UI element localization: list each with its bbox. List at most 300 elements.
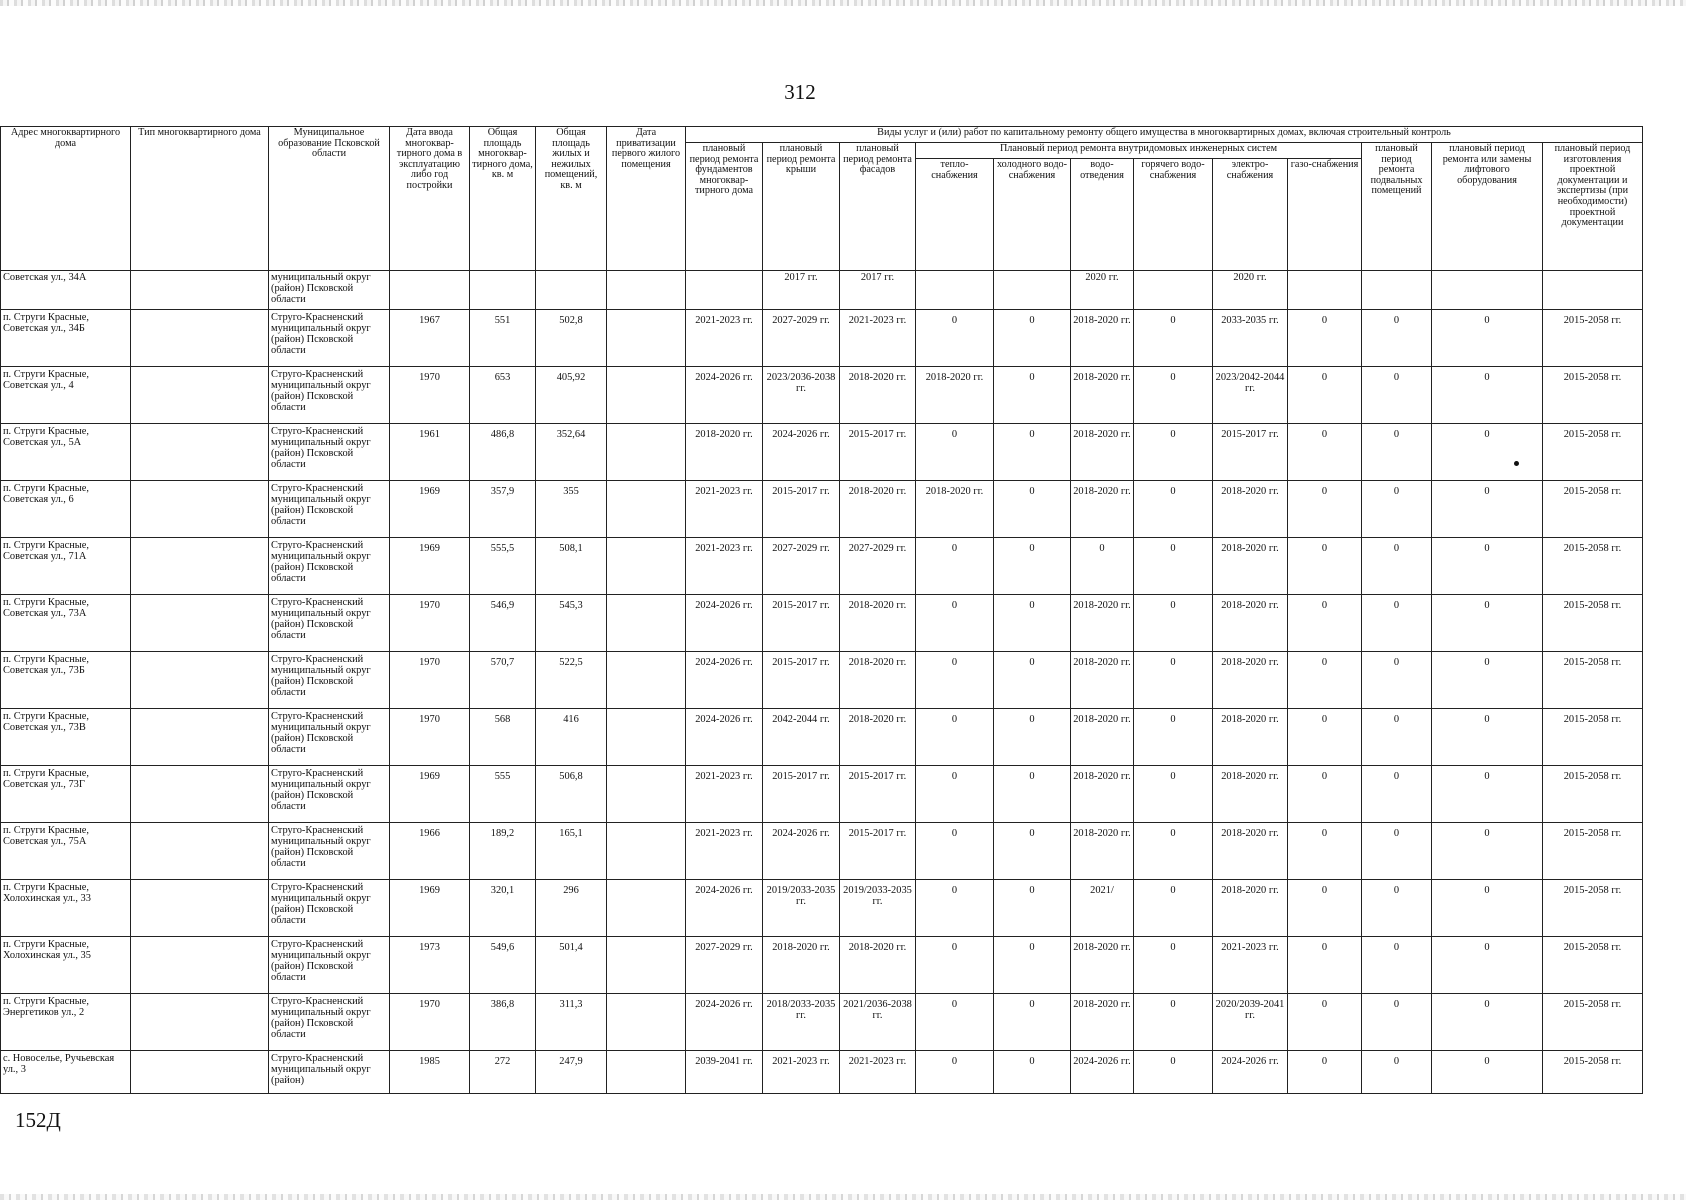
cell-facade: 2018-2020 гг. — [840, 709, 916, 766]
col-facade-header: плановый период ремонта фасадов — [840, 143, 916, 271]
cell-foundation: 2021-2023 гг. — [686, 481, 763, 538]
cell-cold-water: 0 — [994, 424, 1071, 481]
cell-electric: 2024-2026 гг. — [1213, 1051, 1288, 1094]
cell-roof: 2018-2020 гг. — [763, 937, 840, 994]
cell-design-docs: 2015-2058 гг. — [1543, 766, 1643, 823]
cell-design-docs: 2015-2058 гг. — [1543, 709, 1643, 766]
cell-electric: 2018-2020 гг. — [1213, 880, 1288, 937]
cell-gas: 0 — [1288, 937, 1362, 994]
cell-total-area: 546,9 — [470, 595, 536, 652]
cell-hot-water: 0 — [1134, 652, 1213, 709]
cell-hot-water: 0 — [1134, 595, 1213, 652]
col-hot-water-header: горячего водо-снабжения — [1134, 159, 1213, 271]
cell-year — [390, 271, 470, 310]
cell-total-area: 568 — [470, 709, 536, 766]
cell-privatization — [607, 367, 686, 424]
cell-heat: 0 — [916, 310, 994, 367]
cell-total-area: 486,8 — [470, 424, 536, 481]
cell-gas: 0 — [1288, 310, 1362, 367]
cell-roof: 2023/2036-2038 гг. — [763, 367, 840, 424]
cell-foundation: 2021-2023 гг. — [686, 310, 763, 367]
cell-house-type — [131, 271, 269, 310]
cell-municipality: Струго-Красненский муниципальный округ (район) Псковской области — [269, 595, 390, 652]
cell-gas: 0 — [1288, 538, 1362, 595]
cell-design-docs: 2015-2058 гг. — [1543, 595, 1643, 652]
cell-heat: 0 — [916, 994, 994, 1051]
cell-gas: 0 — [1288, 994, 1362, 1051]
cell-municipality: Струго-Красненский муниципальный округ (район) Псковской области — [269, 937, 390, 994]
cell-design-docs: 2015-2058 гг. — [1543, 1051, 1643, 1094]
col-foundation-header: плановый период ремонта фундаментов многоквар-тирного дома — [686, 143, 763, 271]
cell-elevator: 0 — [1432, 538, 1543, 595]
cell-privatization — [607, 1051, 686, 1094]
cell-gas: 0 — [1288, 709, 1362, 766]
col-living-area-header: Общая площадь жилых и нежилых помещений, кв. м — [536, 127, 607, 271]
cell-roof: 2042-2044 гг. — [763, 709, 840, 766]
cell-basement: 0 — [1362, 766, 1432, 823]
cell-heat: 0 — [916, 1051, 994, 1094]
cell-heat: 0 — [916, 652, 994, 709]
cell-total-area: 357,9 — [470, 481, 536, 538]
cell-roof: 2019/2033-2035 гг. — [763, 880, 840, 937]
cell-municipality: Струго-Красненский муниципальный округ (район) Псковской области — [269, 823, 390, 880]
scan-speck — [1514, 461, 1519, 466]
cell-foundation: 2024-2026 гг. — [686, 652, 763, 709]
cell-year: 1967 — [390, 310, 470, 367]
cell-house-type — [131, 880, 269, 937]
cell-living-area: 247,9 — [536, 1051, 607, 1094]
cell-municipality: Струго-Красненский муниципальный округ (район) Псковской области — [269, 538, 390, 595]
cell-foundation: 2027-2029 гг. — [686, 937, 763, 994]
cell-municipality: Струго-Красненский муниципальный округ (район) Псковской области — [269, 880, 390, 937]
cell-hot-water: 0 — [1134, 880, 1213, 937]
cell-facade: 2021/2036-2038 гг. — [840, 994, 916, 1051]
cell-sewerage: 0 — [1071, 538, 1134, 595]
cell-elevator: 0 — [1432, 1051, 1543, 1094]
cell-sewerage: 2021/ — [1071, 880, 1134, 937]
cell-sewerage: 2018-2020 гг. — [1071, 595, 1134, 652]
cell-house-type — [131, 595, 269, 652]
cell-basement: 0 — [1362, 880, 1432, 937]
cell-address: п. Струги Красные, Советская ул., 4 — [1, 367, 131, 424]
cell-cold-water: 0 — [994, 823, 1071, 880]
cell-total-area: 320,1 — [470, 880, 536, 937]
cell-gas: 0 — [1288, 766, 1362, 823]
cell-house-type — [131, 652, 269, 709]
cell-foundation: 2024-2026 гг. — [686, 595, 763, 652]
cell-hot-water: 0 — [1134, 709, 1213, 766]
table-row — [1, 310, 1643, 367]
table-header — [1, 127, 1643, 271]
cell-gas — [1288, 271, 1362, 310]
cell-heat: 0 — [916, 766, 994, 823]
table-row — [1, 823, 1643, 880]
cell-address: п. Струги Красные, Энергетиков ул., 2 — [1, 994, 131, 1051]
cell-privatization — [607, 880, 686, 937]
cell-total-area: 549,6 — [470, 937, 536, 994]
cell-sewerage: 2018-2020 гг. — [1071, 994, 1134, 1051]
cell-gas: 0 — [1288, 424, 1362, 481]
col-design-docs-header: плановый период изготовления проектной документации и экспертизы (при необходимости) проектной документации — [1543, 143, 1643, 271]
cell-address: п. Струги Красные, Советская ул., 6 — [1, 481, 131, 538]
cell-house-type — [131, 766, 269, 823]
cell-roof: 2027-2029 гг. — [763, 538, 840, 595]
cell-privatization — [607, 271, 686, 310]
cell-municipality: Струго-Красненский муниципальный округ (район) Псковской области — [269, 310, 390, 367]
cell-roof: 2015-2017 гг. — [763, 481, 840, 538]
cell-hot-water: 0 — [1134, 538, 1213, 595]
col-gas-header: газо-снабжения — [1288, 159, 1362, 271]
cell-heat: 2018-2020 гг. — [916, 481, 994, 538]
cell-roof: 2018/2033-2035 гг. — [763, 994, 840, 1051]
cell-living-area: 352,64 — [536, 424, 607, 481]
cell-hot-water — [1134, 271, 1213, 310]
cell-address: п. Струги Красные, Советская ул., 73Г — [1, 766, 131, 823]
cell-facade: 2018-2020 гг. — [840, 595, 916, 652]
cell-house-type — [131, 937, 269, 994]
cell-cold-water: 0 — [994, 481, 1071, 538]
cell-elevator: 0 — [1432, 709, 1543, 766]
cell-basement: 0 — [1362, 652, 1432, 709]
cell-privatization — [607, 709, 686, 766]
cell-facade: 2015-2017 гг. — [840, 424, 916, 481]
cell-total-area: 555 — [470, 766, 536, 823]
cell-cold-water: 0 — [994, 310, 1071, 367]
cell-cold-water: 0 — [994, 1051, 1071, 1094]
cell-sewerage: 2018-2020 гг. — [1071, 937, 1134, 994]
cell-basement: 0 — [1362, 538, 1432, 595]
cell-municipality: Струго-Красненский муниципальный округ (район) — [269, 1051, 390, 1094]
cell-year: 1969 — [390, 766, 470, 823]
cell-sewerage: 2018-2020 гг. — [1071, 823, 1134, 880]
col-cold-water-header: холодного водо-снабжения — [994, 159, 1071, 271]
cell-basement: 0 — [1362, 709, 1432, 766]
capital-repair-table — [0, 126, 1643, 1094]
table-row — [1, 595, 1643, 652]
cell-year: 1970 — [390, 367, 470, 424]
table-row — [1, 994, 1643, 1051]
cell-cold-water: 0 — [994, 709, 1071, 766]
cell-cold-water: 0 — [994, 652, 1071, 709]
cell-electric: 2015-2017 гг. — [1213, 424, 1288, 481]
cell-design-docs: 2015-2058 гг. — [1543, 652, 1643, 709]
cell-facade: 2021-2023 гг. — [840, 1051, 916, 1094]
cell-address: п. Струги Красные, Советская ул., 73В — [1, 709, 131, 766]
cell-design-docs: 2015-2058 гг. — [1543, 481, 1643, 538]
cell-privatization — [607, 595, 686, 652]
cell-year: 1969 — [390, 481, 470, 538]
table-row — [1, 424, 1643, 481]
cell-house-type — [131, 1051, 269, 1094]
cell-privatization — [607, 481, 686, 538]
cell-address: п. Струги Красные, Советская ул., 34Б — [1, 310, 131, 367]
cell-hot-water: 0 — [1134, 424, 1213, 481]
cell-design-docs: 2015-2058 гг. — [1543, 823, 1643, 880]
cell-address: Советская ул., 34А — [1, 271, 131, 310]
cell-electric: 2033-2035 гг. — [1213, 310, 1288, 367]
cell-elevator: 0 — [1432, 880, 1543, 937]
cell-living-area: 355 — [536, 481, 607, 538]
cell-municipality: Струго-Красненский муниципальный округ (район) Псковской области — [269, 994, 390, 1051]
cell-elevator: 0 — [1432, 367, 1543, 424]
cell-electric: 2023/2042-2044 гг. — [1213, 367, 1288, 424]
cell-address: п. Струги Красные, Советская ул., 71А — [1, 538, 131, 595]
cell-heat: 0 — [916, 538, 994, 595]
cell-living-area: 296 — [536, 880, 607, 937]
cell-house-type — [131, 823, 269, 880]
cell-basement: 0 — [1362, 424, 1432, 481]
cell-municipality: Струго-Красненский муниципальный округ (район) Псковской области — [269, 367, 390, 424]
table-row — [1, 937, 1643, 994]
cell-hot-water: 0 — [1134, 367, 1213, 424]
cell-facade: 2027-2029 гг. — [840, 538, 916, 595]
cell-electric: 2018-2020 гг. — [1213, 766, 1288, 823]
cell-sewerage: 2018-2020 гг. — [1071, 310, 1134, 367]
cell-total-area: 386,8 — [470, 994, 536, 1051]
cell-privatization — [607, 652, 686, 709]
cell-municipality: Струго-Красненский муниципальный округ (район) Псковской области — [269, 766, 390, 823]
cell-year: 1966 — [390, 823, 470, 880]
cell-year: 1969 — [390, 538, 470, 595]
cell-foundation: 2039-2041 гг. — [686, 1051, 763, 1094]
cell-total-area: 272 — [470, 1051, 536, 1094]
cell-gas: 0 — [1288, 823, 1362, 880]
cell-elevator: 0 — [1432, 823, 1543, 880]
cell-address: п. Струги Красные, Советская ул., 75А — [1, 823, 131, 880]
table-body — [1, 271, 1643, 1094]
cell-hot-water: 0 — [1134, 823, 1213, 880]
cell-total-area: 189,2 — [470, 823, 536, 880]
cell-address: п. Струги Красные, Советская ул., 73Б — [1, 652, 131, 709]
cell-roof: 2017 гг. — [763, 271, 840, 310]
cell-municipality: Струго-Красненский муниципальный округ (район) Псковской области — [269, 481, 390, 538]
cell-facade: 2015-2017 гг. — [840, 823, 916, 880]
col-heat-header: тепло-снабжения — [916, 159, 994, 271]
cell-municipality: муниципальный округ (район) Псковской области — [269, 271, 390, 310]
footer-code: 152Д — [15, 1108, 61, 1132]
cell-year: 1973 — [390, 937, 470, 994]
cell-design-docs: 2015-2058 гг. — [1543, 538, 1643, 595]
cell-foundation: 2024-2026 гг. — [686, 367, 763, 424]
cell-house-type — [131, 481, 269, 538]
cell-roof: 2015-2017 гг. — [763, 652, 840, 709]
cell-year: 1970 — [390, 595, 470, 652]
cell-cold-water: 0 — [994, 595, 1071, 652]
col-privatization-header: Дата приватизации первого жилого помещения — [607, 127, 686, 271]
cell-sewerage: 2018-2020 гг. — [1071, 766, 1134, 823]
cell-design-docs: 2015-2058 гг. — [1543, 937, 1643, 994]
cell-foundation: 2021-2023 гг. — [686, 766, 763, 823]
cell-cold-water: 0 — [994, 937, 1071, 994]
cell-design-docs: 2015-2058 гг. — [1543, 880, 1643, 937]
cell-hot-water: 0 — [1134, 994, 1213, 1051]
cell-hot-water: 0 — [1134, 1051, 1213, 1094]
cell-privatization — [607, 994, 686, 1051]
cell-living-area: 506,8 — [536, 766, 607, 823]
cell-privatization — [607, 424, 686, 481]
col-municipality-header: Муниципальное образование Псковской области — [269, 127, 390, 271]
cell-design-docs — [1543, 271, 1643, 310]
cell-foundation: 2018-2020 гг. — [686, 424, 763, 481]
table-row — [1, 538, 1643, 595]
cell-elevator: 0 — [1432, 652, 1543, 709]
cell-heat: 0 — [916, 709, 994, 766]
cell-living-area: 545,3 — [536, 595, 607, 652]
cell-basement: 0 — [1362, 937, 1432, 994]
table-row — [1, 271, 1643, 310]
cell-sewerage: 2018-2020 гг. — [1071, 652, 1134, 709]
cell-facade: 2018-2020 гг. — [840, 937, 916, 994]
cell-basement: 0 — [1362, 367, 1432, 424]
cell-sewerage: 2020 гг. — [1071, 271, 1134, 310]
cell-facade: 2021-2023 гг. — [840, 310, 916, 367]
cell-living-area: 405,92 — [536, 367, 607, 424]
cell-house-type — [131, 709, 269, 766]
cell-basement: 0 — [1362, 994, 1432, 1051]
cell-design-docs: 2015-2058 гг. — [1543, 367, 1643, 424]
cell-heat: 0 — [916, 595, 994, 652]
cell-electric: 2018-2020 гг. — [1213, 652, 1288, 709]
scan-edge-bottom — [0, 1194, 1686, 1200]
cell-sewerage: 2018-2020 гг. — [1071, 367, 1134, 424]
cell-year: 1961 — [390, 424, 470, 481]
cell-basement: 0 — [1362, 310, 1432, 367]
table-row — [1, 1051, 1643, 1094]
cell-basement: 0 — [1362, 481, 1432, 538]
cell-year: 1970 — [390, 652, 470, 709]
table-row — [1, 367, 1643, 424]
cell-house-type — [131, 367, 269, 424]
cell-elevator: 0 — [1432, 310, 1543, 367]
cell-living-area: 311,3 — [536, 994, 607, 1051]
cell-total-area: 570,7 — [470, 652, 536, 709]
cell-address: п. Струги Красные, Холохинская ул., 33 — [1, 880, 131, 937]
cell-sewerage: 2018-2020 гг. — [1071, 481, 1134, 538]
cell-elevator — [1432, 271, 1543, 310]
col-elevator-header: плановый период ремонта или замены лифтового оборудования — [1432, 143, 1543, 271]
cell-elevator: 0 — [1432, 766, 1543, 823]
cell-design-docs: 2015-2058 гг. — [1543, 424, 1643, 481]
col-commission-date-header: Дата ввода многоквар-тирного дома в эксплуатацию либо год постройки — [390, 127, 470, 271]
cell-roof: 2024-2026 гг. — [763, 424, 840, 481]
cell-address: п. Струги Красные, Холохинская ул., 35 — [1, 937, 131, 994]
page-number: 312 — [784, 80, 816, 104]
cell-electric: 2020/2039-2041 гг. — [1213, 994, 1288, 1051]
cell-year: 1970 — [390, 709, 470, 766]
cell-hot-water: 0 — [1134, 481, 1213, 538]
cell-elevator: 0 — [1432, 481, 1543, 538]
table-row — [1, 709, 1643, 766]
cell-living-area — [536, 271, 607, 310]
cell-total-area: 555,5 — [470, 538, 536, 595]
cell-foundation: 2021-2023 гг. — [686, 823, 763, 880]
cell-gas: 0 — [1288, 652, 1362, 709]
cell-gas: 0 — [1288, 1051, 1362, 1094]
cell-electric: 2018-2020 гг. — [1213, 595, 1288, 652]
cell-roof: 2027-2029 гг. — [763, 310, 840, 367]
table-row — [1, 880, 1643, 937]
cell-foundation: 2021-2023 гг. — [686, 538, 763, 595]
cell-cold-water: 0 — [994, 538, 1071, 595]
cell-elevator: 0 — [1432, 994, 1543, 1051]
cell-address: с. Новоселье, Ручьевская ул., 3 — [1, 1051, 131, 1094]
cell-roof: 2021-2023 гг. — [763, 1051, 840, 1094]
col-house-type-header: Тип многоквартирного дома — [131, 127, 269, 271]
cell-hot-water: 0 — [1134, 310, 1213, 367]
cell-municipality: Струго-Красненский муниципальный округ (район) Псковской области — [269, 424, 390, 481]
cell-design-docs: 2015-2058 гг. — [1543, 310, 1643, 367]
cell-electric: 2018-2020 гг. — [1213, 709, 1288, 766]
systems-group-header: Плановый период ремонта внутридомовых инженерных систем — [916, 143, 1362, 159]
cell-heat: 0 — [916, 880, 994, 937]
services-group-header: Виды услуг и (или) работ по капитальному ремонту общего имущества в многоквартирных домах, включая строительный контроль — [686, 127, 1643, 143]
cell-cold-water — [994, 271, 1071, 310]
cell-total-area — [470, 271, 536, 310]
cell-privatization — [607, 310, 686, 367]
cell-cold-water: 0 — [994, 880, 1071, 937]
cell-cold-water: 0 — [994, 766, 1071, 823]
cell-privatization — [607, 937, 686, 994]
cell-roof: 2015-2017 гг. — [763, 766, 840, 823]
cell-sewerage: 2024-2026 гг. — [1071, 1051, 1134, 1094]
cell-hot-water: 0 — [1134, 937, 1213, 994]
cell-basement: 0 — [1362, 823, 1432, 880]
cell-living-area: 502,8 — [536, 310, 607, 367]
cell-facade: 2019/2033-2035 гг. — [840, 880, 916, 937]
table-row — [1, 652, 1643, 709]
cell-municipality: Струго-Красненский муниципальный округ (район) Псковской области — [269, 652, 390, 709]
cell-elevator: 0 — [1432, 424, 1543, 481]
table-row — [1, 481, 1643, 538]
cell-basement — [1362, 271, 1432, 310]
cell-basement: 0 — [1362, 595, 1432, 652]
cell-heat: 0 — [916, 937, 994, 994]
cell-year: 1970 — [390, 994, 470, 1051]
cell-heat: 2018-2020 гг. — [916, 367, 994, 424]
cell-facade: 2018-2020 гг. — [840, 481, 916, 538]
cell-year: 1985 — [390, 1051, 470, 1094]
cell-privatization — [607, 823, 686, 880]
cell-foundation: 2024-2026 гг. — [686, 709, 763, 766]
col-basement-header: плановый период ремонта подвальных помещений — [1362, 143, 1432, 271]
cell-facade: 2015-2017 гг. — [840, 766, 916, 823]
cell-gas: 0 — [1288, 367, 1362, 424]
cell-living-area: 416 — [536, 709, 607, 766]
cell-elevator: 0 — [1432, 595, 1543, 652]
cell-living-area: 501,4 — [536, 937, 607, 994]
cell-roof: 2015-2017 гг. — [763, 595, 840, 652]
cell-electric: 2018-2020 гг. — [1213, 823, 1288, 880]
cell-basement: 0 — [1362, 1051, 1432, 1094]
cell-living-area: 508,1 — [536, 538, 607, 595]
col-sewerage-header: водо-отведения — [1071, 159, 1134, 271]
cell-facade: 2018-2020 гг. — [840, 367, 916, 424]
cell-municipality: Струго-Красненский муниципальный округ (район) Псковской области — [269, 709, 390, 766]
col-electric-header: электро-снабжения — [1213, 159, 1288, 271]
cell-foundation: 2024-2026 гг. — [686, 994, 763, 1051]
cell-heat — [916, 271, 994, 310]
cell-address: п. Струги Красные, Советская ул., 73А — [1, 595, 131, 652]
scan-edge-top — [0, 0, 1686, 6]
cell-house-type — [131, 424, 269, 481]
cell-sewerage: 2018-2020 гг. — [1071, 424, 1134, 481]
cell-heat: 0 — [916, 424, 994, 481]
cell-address: п. Струги Красные, Советская ул., 5А — [1, 424, 131, 481]
cell-gas: 0 — [1288, 481, 1362, 538]
cell-house-type — [131, 538, 269, 595]
cell-total-area: 551 — [470, 310, 536, 367]
cell-electric: 2020 гг. — [1213, 271, 1288, 310]
